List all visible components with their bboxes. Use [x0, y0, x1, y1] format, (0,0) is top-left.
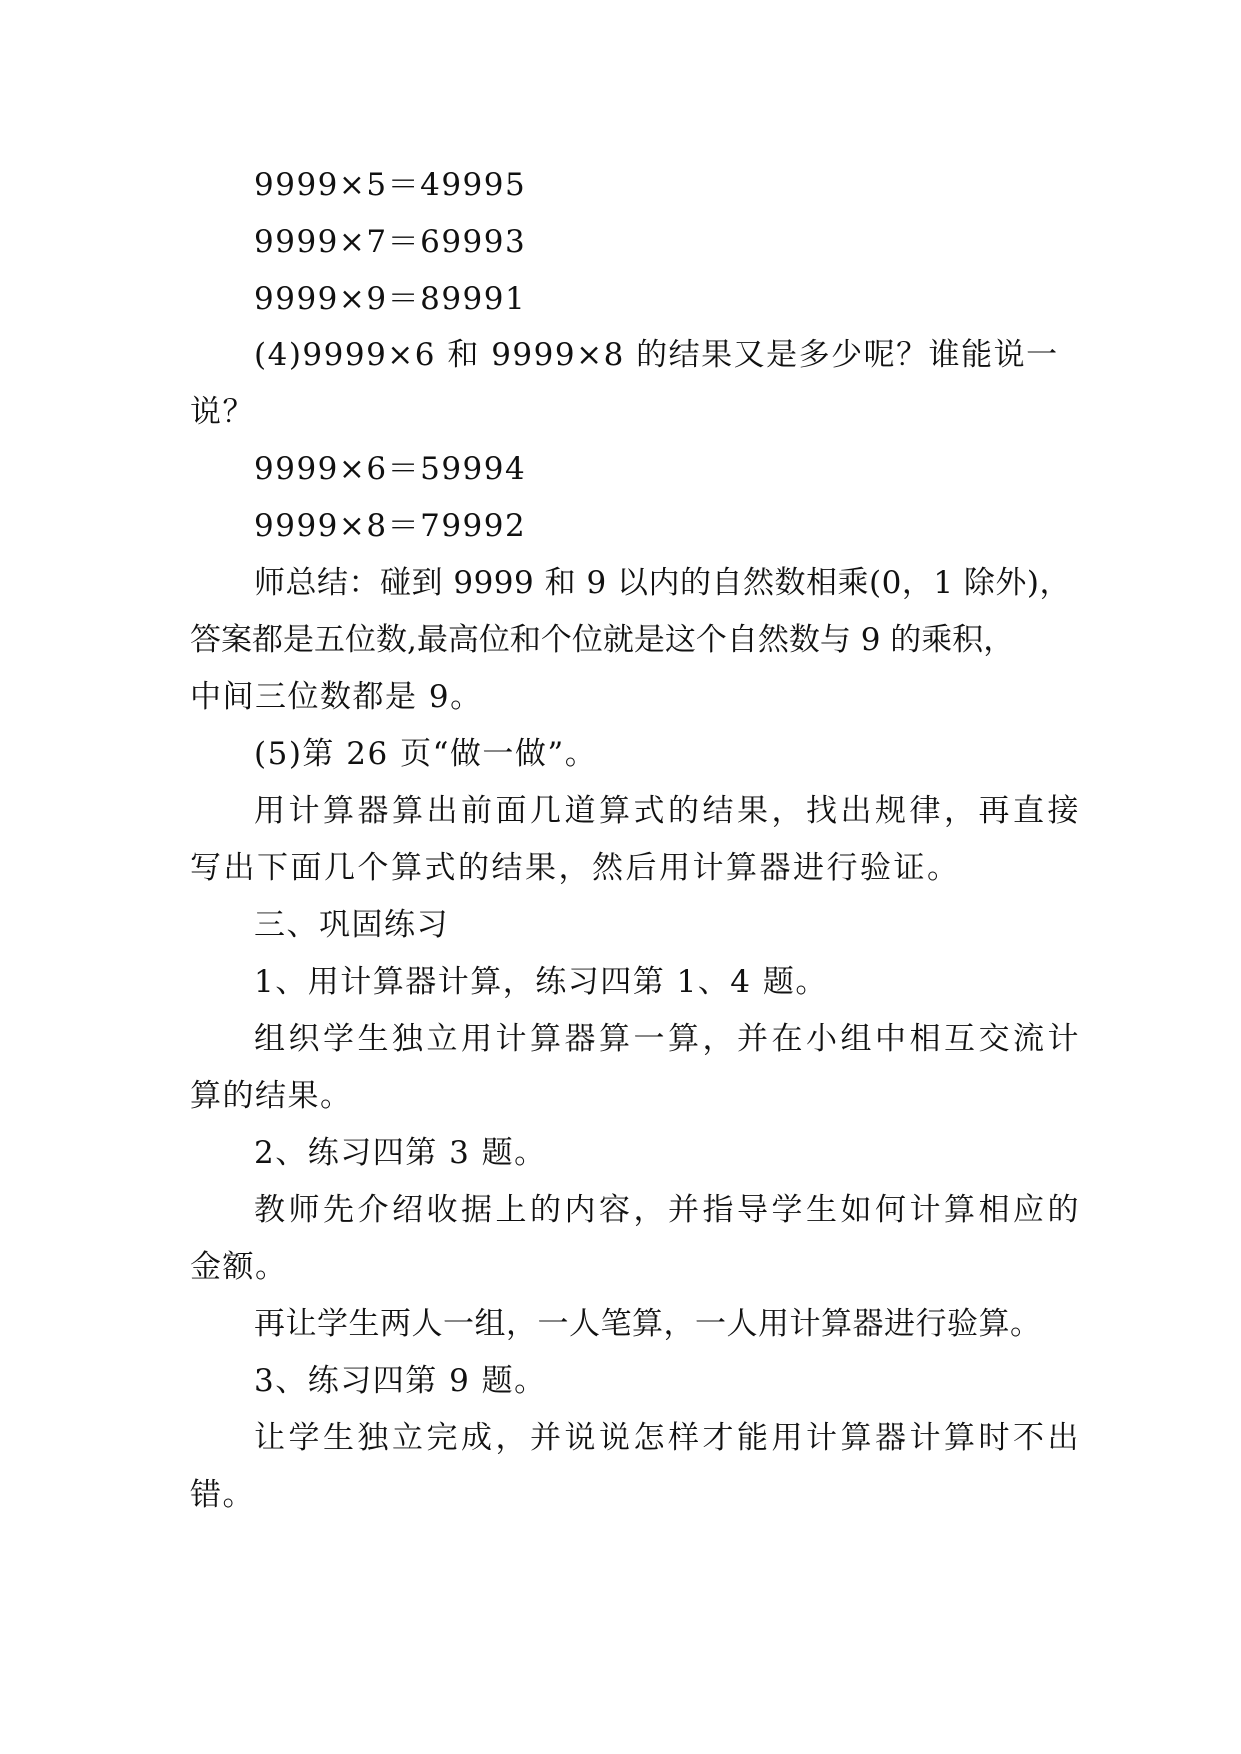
equation-line: 9999×8＝79992: [254, 508, 527, 544]
paragraph-line: 用计算器算出前面几道算式的结果，找出规律，再直接: [254, 793, 1082, 829]
paragraph-line: 让学生独立完成，并说说怎样才能用计算器计算时不出: [254, 1420, 1082, 1456]
exercise-item: 1、用计算器计算，练习四第 1、4 题。: [254, 964, 828, 1000]
section-heading: 三、巩固练习: [254, 907, 449, 943]
section-line: (5)第 26 页“做一做”。: [254, 736, 598, 772]
equation-line: 9999×7＝69993: [254, 224, 527, 260]
paragraph-line: 组织学生独立用计算器算一算，并在小组中相互交流计: [254, 1021, 1082, 1057]
equation-line: 9999×5＝49995: [254, 167, 527, 203]
paragraph-line: 教师先介绍收据上的内容，并指导学生如何计算相应的: [254, 1192, 1082, 1228]
equation-line: 9999×6＝59994: [254, 451, 527, 487]
summary-line: 中间三位数都是 9。: [190, 679, 483, 715]
summary-line: 答案都是五位数,最高位和个位就是这个自然数与 9 的乘积，: [190, 622, 1015, 658]
paragraph-line: 写出下面几个算式的结果，然后用计算器进行验证。: [190, 850, 961, 886]
paragraph-line: 再让学生两人一组，一人笔算，一人用计算器进行验算。: [254, 1306, 1042, 1342]
paragraph-line: 算的结果。: [190, 1078, 353, 1114]
equation-line: 9999×9＝89991: [254, 281, 527, 317]
exercise-item: 3、练习四第 9 题。: [254, 1363, 547, 1399]
paragraph-line: 金额。: [190, 1249, 288, 1285]
summary-line: 师总结：碰到 9999 和 9 以内的自然数相乘(0，1 除外)，: [254, 565, 1072, 601]
paragraph-line: 错。: [190, 1477, 255, 1513]
question-line-continued: 说？: [190, 394, 255, 430]
exercise-item: 2、练习四第 3 题。: [254, 1135, 547, 1171]
question-line: (4)9999×6 和 9999×8 的结果又是多少呢？谁能说一: [254, 337, 1059, 373]
